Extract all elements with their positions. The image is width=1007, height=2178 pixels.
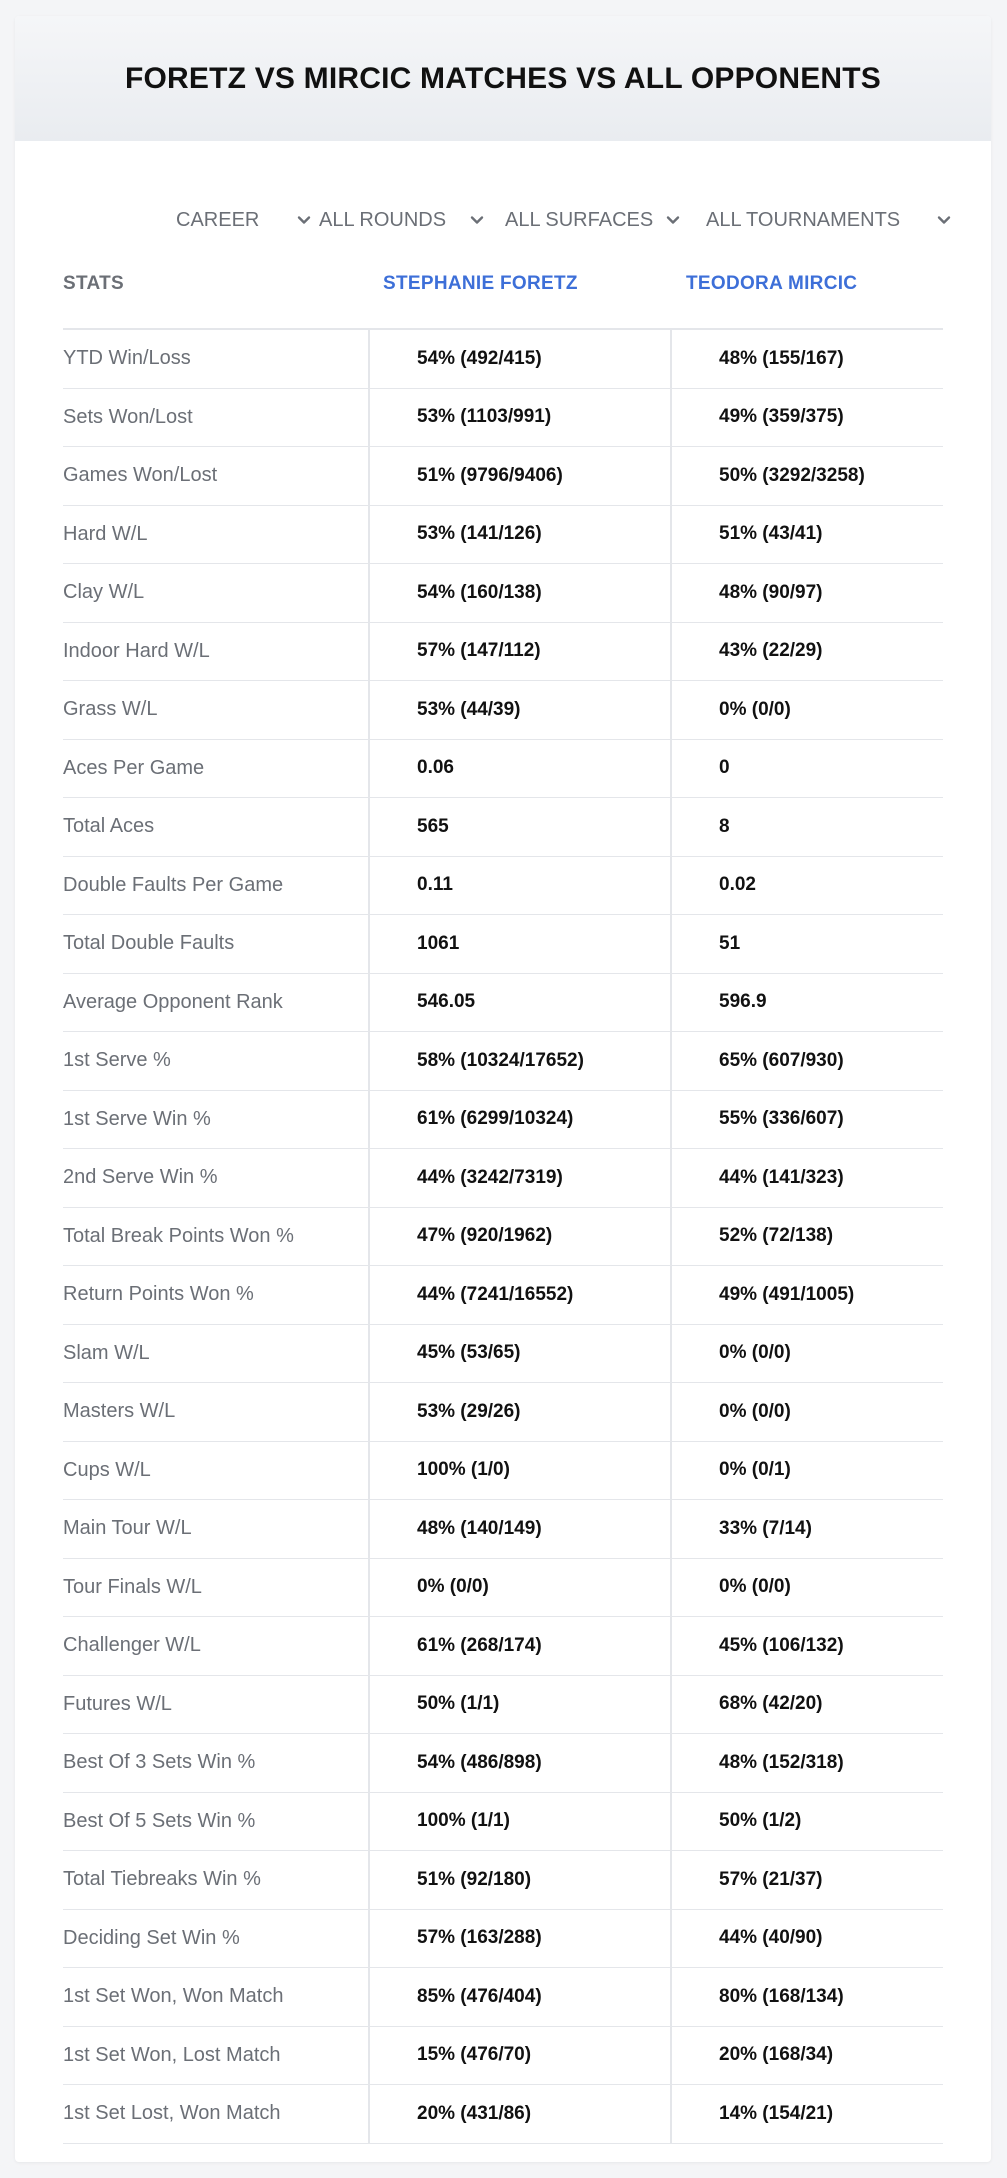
player1-stat-value: 50% (1/1)	[368, 1676, 670, 1734]
stats-card	[15, 16, 991, 2162]
stat-label: Best Of 3 Sets Win %	[63, 1751, 256, 1774]
table-row	[63, 1500, 943, 1559]
player1-stat-value: 45% (53/65)	[368, 1325, 670, 1383]
filter-bar	[15, 194, 991, 246]
stat-label: Masters W/L	[63, 1400, 176, 1423]
player2-stat-value: 49% (491/1005)	[670, 1266, 943, 1324]
player2-stat-value: 50% (3292/3258)	[670, 447, 943, 505]
stats-table	[63, 254, 943, 2144]
player1-stat-value: 546.05	[368, 974, 670, 1032]
table-body	[63, 330, 943, 2144]
table-row	[63, 1851, 943, 1910]
stat-label: YTD Win/Loss	[63, 347, 191, 370]
player1-stat-value: 61% (6299/10324)	[368, 1091, 670, 1149]
player2-stat-value: 52% (72/138)	[670, 1208, 943, 1266]
player2-stat-value: 44% (40/90)	[670, 1910, 943, 1968]
chevron-down-icon	[936, 212, 952, 228]
table-row	[63, 1676, 943, 1735]
card-header	[15, 16, 991, 141]
filter-surfaces-label: ALL SURFACES	[505, 208, 654, 231]
player2-stat-value: 50% (1/2)	[670, 1793, 943, 1851]
stat-label: Average Opponent Rank	[63, 990, 283, 1013]
player1-stat-value: 15% (476/70)	[368, 2027, 670, 2085]
stat-label: 1st Set Won, Lost Match	[63, 2043, 281, 2066]
page-title: FORETZ VS MIRCIC MATCHES VS ALL OPPONENTS	[124, 61, 882, 95]
player1-stat-value: 61% (268/174)	[368, 1617, 670, 1675]
stat-label: Main Tour W/L	[63, 1517, 192, 1540]
player1-stat-value: 54% (160/138)	[368, 564, 670, 622]
player1-stat-value: 58% (10324/17652)	[368, 1032, 670, 1090]
player2-stat-value: 68% (42/20)	[670, 1676, 943, 1734]
stat-label: Cups W/L	[63, 1458, 151, 1481]
stat-label: Hard W/L	[63, 522, 148, 545]
stat-label: Double Faults Per Game	[63, 873, 284, 896]
stat-label: Grass W/L	[63, 698, 158, 721]
filter-rounds-label: ALL ROUNDS	[319, 208, 447, 231]
table-header	[63, 254, 943, 330]
player2-stat-value: 0% (0/0)	[670, 1383, 943, 1441]
table-row	[63, 1734, 943, 1793]
player2-stat-value: 55% (336/607)	[670, 1091, 943, 1149]
table-row	[63, 1149, 943, 1208]
column-header-player2[interactable]: TEODORA MIRCIC	[686, 273, 858, 294]
stat-label: Total Break Points Won %	[63, 1224, 294, 1247]
stat-label: Total Tiebreaks Win %	[63, 1868, 261, 1891]
table-row	[63, 915, 943, 974]
player2-stat-value: 0% (0/0)	[670, 1559, 943, 1617]
table-row	[63, 1032, 943, 1091]
table-row	[63, 1266, 943, 1325]
chevron-down-icon	[469, 212, 485, 228]
stat-label: 1st Set Won, Won Match	[63, 1985, 284, 2008]
table-row	[63, 1091, 943, 1150]
table-row	[63, 2027, 943, 2086]
player2-stat-value: 57% (21/37)	[670, 1851, 943, 1909]
stat-label: Sets Won/Lost	[63, 405, 193, 428]
player1-stat-value: 44% (7241/16552)	[368, 1266, 670, 1324]
player1-stat-value: 53% (1103/991)	[368, 389, 670, 447]
filter-rounds-dropdown[interactable]	[319, 194, 446, 246]
player1-stat-value: 53% (29/26)	[368, 1383, 670, 1441]
player2-stat-value: 596.9	[670, 974, 943, 1032]
table-row	[63, 1325, 943, 1384]
player2-stat-value: 51% (43/41)	[670, 506, 943, 564]
table-row	[63, 1442, 943, 1501]
stat-label: Deciding Set Win %	[63, 1926, 240, 1949]
table-row	[63, 1793, 943, 1852]
table-row	[63, 506, 943, 565]
player2-stat-value: 44% (141/323)	[670, 1149, 943, 1207]
player1-stat-value: 51% (9796/9406)	[368, 447, 670, 505]
player1-stat-value: 57% (163/288)	[368, 1910, 670, 1968]
stat-label: Total Double Faults	[63, 932, 235, 955]
player2-stat-value: 0.02	[670, 857, 943, 915]
player2-stat-value: 0% (0/0)	[670, 681, 943, 739]
stat-label: Games Won/Lost	[63, 464, 218, 487]
stat-label: Total Aces	[63, 815, 155, 838]
player1-stat-value: 54% (492/415)	[368, 330, 670, 388]
table-row	[63, 330, 943, 389]
column-header-stats: STATS	[63, 273, 124, 294]
player1-stat-value: 0.06	[368, 740, 670, 798]
stat-label: Tour Finals W/L	[63, 1575, 202, 1598]
filter-tournaments-dropdown[interactable]	[706, 194, 900, 246]
player1-stat-value: 0% (0/0)	[368, 1559, 670, 1617]
player1-stat-value: 100% (1/1)	[368, 1793, 670, 1851]
player2-stat-value: 8	[670, 798, 943, 856]
table-row	[63, 447, 943, 506]
player2-stat-value: 0% (0/0)	[670, 1325, 943, 1383]
table-row	[63, 857, 943, 916]
player2-stat-value: 14% (154/21)	[670, 2085, 943, 2143]
stat-label: 1st Serve Win %	[63, 1107, 211, 1130]
player1-stat-value: 51% (92/180)	[368, 1851, 670, 1909]
stat-label: Aces Per Game	[63, 756, 205, 779]
player2-stat-value: 20% (168/34)	[670, 2027, 943, 2085]
player2-stat-value: 49% (359/375)	[670, 389, 943, 447]
table-row	[63, 2085, 943, 2144]
player1-stat-value: 1061	[368, 915, 670, 973]
player1-stat-value: 53% (141/126)	[368, 506, 670, 564]
player1-stat-value: 57% (147/112)	[368, 623, 670, 681]
filter-career-dropdown[interactable]	[176, 194, 259, 246]
player2-stat-value: 33% (7/14)	[670, 1500, 943, 1558]
player1-stat-value: 44% (3242/7319)	[368, 1149, 670, 1207]
stat-label: 1st Set Lost, Won Match	[63, 2102, 281, 2125]
player1-stat-value: 47% (920/1962)	[368, 1208, 670, 1266]
player2-stat-value: 65% (607/930)	[670, 1032, 943, 1090]
player1-stat-value: 85% (476/404)	[368, 1968, 670, 2026]
player1-stat-value: 565	[368, 798, 670, 856]
stat-label: Futures W/L	[63, 1692, 172, 1715]
stat-label: Return Points Won %	[63, 1283, 254, 1306]
player1-stat-value: 100% (1/0)	[368, 1442, 670, 1500]
table-row	[63, 564, 943, 623]
player1-stat-value: 53% (44/39)	[368, 681, 670, 739]
column-header-player1[interactable]: STEPHANIE FORETZ	[383, 273, 578, 294]
table-row	[63, 1617, 943, 1676]
stat-label: Clay W/L	[63, 581, 145, 604]
player1-stat-value: 0.11	[368, 857, 670, 915]
player2-stat-value: 45% (106/132)	[670, 1617, 943, 1675]
table-row	[63, 1968, 943, 2027]
filter-career-label: CAREER	[176, 208, 260, 231]
stat-label: 1st Serve %	[63, 1049, 171, 1072]
table-row	[63, 389, 943, 448]
table-row	[63, 1208, 943, 1267]
player2-stat-value: 43% (22/29)	[670, 623, 943, 681]
player2-stat-value: 80% (168/134)	[670, 1968, 943, 2026]
filter-surfaces-dropdown[interactable]	[505, 194, 653, 246]
player2-stat-value: 51	[670, 915, 943, 973]
table-row	[63, 740, 943, 799]
filter-tournaments-label: ALL TOURNAMENTS	[706, 208, 901, 231]
stat-label: Best Of 5 Sets Win %	[63, 1809, 256, 1832]
player2-stat-value: 48% (90/97)	[670, 564, 943, 622]
table-row	[63, 1383, 943, 1442]
player1-stat-value: 54% (486/898)	[368, 1734, 670, 1792]
table-row	[63, 1559, 943, 1618]
table-row	[63, 1910, 943, 1969]
table-row	[63, 623, 943, 682]
player1-stat-value: 20% (431/86)	[368, 2085, 670, 2143]
player1-stat-value: 48% (140/149)	[368, 1500, 670, 1558]
player2-stat-value: 0	[670, 740, 943, 798]
table-row	[63, 681, 943, 740]
stat-label: Slam W/L	[63, 1341, 150, 1364]
stat-label: Indoor Hard W/L	[63, 639, 210, 662]
stat-label: Challenger W/L	[63, 1634, 201, 1657]
chevron-down-icon	[296, 212, 312, 228]
table-row	[63, 798, 943, 857]
player2-stat-value: 0% (0/1)	[670, 1442, 943, 1500]
stat-label: 2nd Serve Win %	[63, 1166, 218, 1189]
table-row	[63, 974, 943, 1033]
player2-stat-value: 48% (155/167)	[670, 330, 943, 388]
chevron-down-icon	[665, 212, 681, 228]
player2-stat-value: 48% (152/318)	[670, 1734, 943, 1792]
